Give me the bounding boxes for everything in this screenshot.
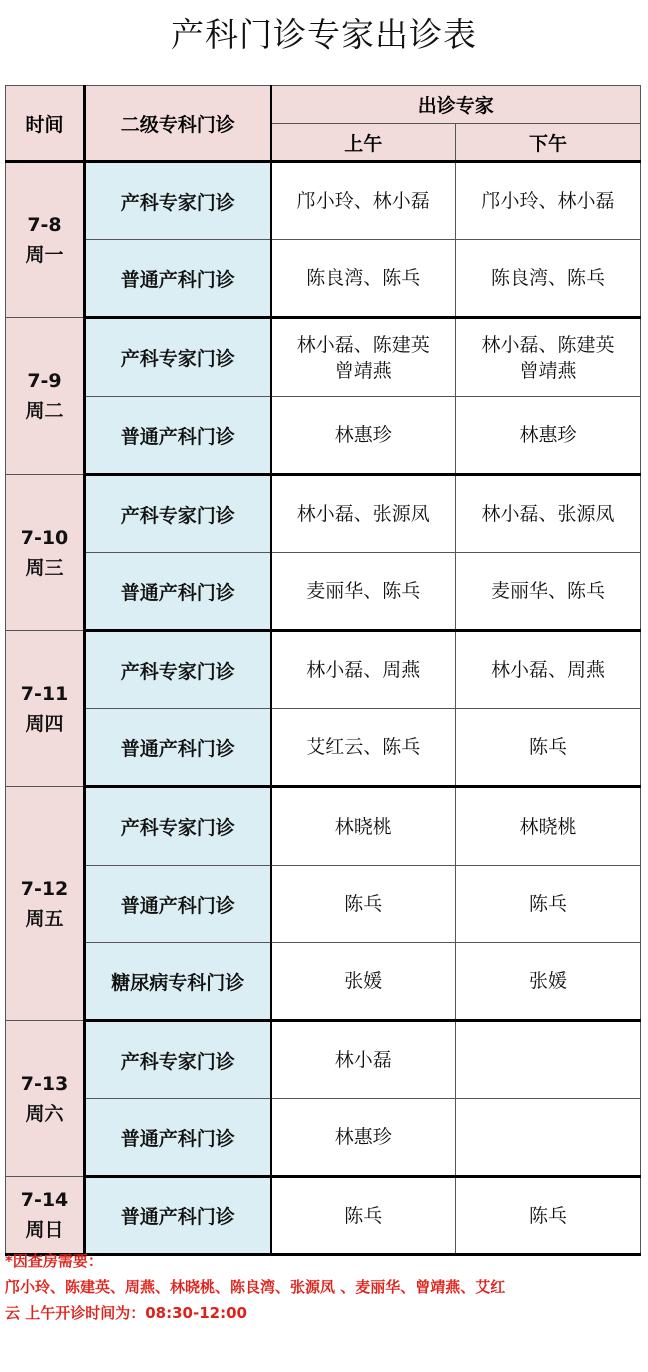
day-weekday: 周四: [25, 712, 64, 735]
department-cell: 普通产科门诊: [85, 1099, 271, 1177]
doctor-names: 林惠珍: [334, 424, 392, 446]
morning-doctors-cell: [271, 1177, 456, 1255]
day-date: 7-8: [27, 214, 62, 236]
day-date: 7-12: [20, 877, 69, 900]
doctor-names: 曾靖燕: [519, 359, 577, 382]
header-experts: 出诊专家: [271, 86, 641, 124]
department-cell: 产科专家门诊: [85, 1021, 271, 1099]
day-weekday: 周六: [25, 1102, 64, 1125]
day-cell: [6, 787, 85, 1021]
day-date: 7-10: [20, 526, 69, 549]
day-weekday: 周日: [25, 1219, 64, 1241]
doctor-names: 陈乓: [344, 893, 383, 915]
morning-doctors-cell: [271, 397, 456, 475]
day-weekday: 周三: [25, 556, 64, 579]
department-cell: 产科专家门诊: [85, 162, 271, 240]
day-weekday: 周五: [25, 907, 64, 930]
day-weekday: 周二: [25, 400, 64, 422]
doctor-names: 林小磊、张源凤: [481, 503, 615, 525]
table-row: [6, 1099, 641, 1177]
morning-doctors-cell: [271, 475, 456, 553]
afternoon-doctors-cell: [456, 1021, 641, 1099]
header-morning: 上午: [271, 124, 456, 162]
department-cell: 普通产科门诊: [85, 1177, 271, 1255]
doctor-names: 陈良湾、陈乓: [306, 267, 421, 289]
day-date: 7-11: [20, 682, 69, 705]
day-cell: [6, 318, 85, 475]
page-title: 产科门诊专家出诊表: [171, 15, 477, 54]
table-row: [6, 631, 641, 709]
afternoon-doctors-cell: [456, 709, 641, 787]
afternoon-doctors-cell: [456, 866, 641, 943]
notice-line: *因查房需要：: [5, 1252, 103, 1270]
header-time: 时间: [6, 86, 85, 162]
doctor-names: 艾红云、陈乓: [306, 736, 421, 758]
doctor-names: 林小磊、陈建英: [481, 333, 615, 356]
morning-doctors-cell: [271, 1021, 456, 1099]
afternoon-doctors-cell: [456, 397, 641, 475]
doctor-names: 曾靖燕: [334, 359, 392, 382]
doctor-names: 陈良湾、陈乓: [491, 267, 606, 289]
day-cell: [6, 631, 85, 787]
day-date: 7-9: [27, 370, 62, 392]
morning-doctors-cell: [271, 318, 456, 397]
day-date: 7-13: [20, 1072, 69, 1095]
table-row: [6, 553, 641, 631]
table-row: [6, 787, 641, 866]
morning-doctors-cell: [271, 866, 456, 943]
doctor-names: 张媛: [344, 970, 383, 992]
table-row: [6, 1177, 641, 1255]
doctor-names: 邝小玲、林小磊: [296, 190, 430, 212]
notice-line: 邝小玲、陈建英、周燕、林晓桃、陈良湾、张源凤 、麦丽华、曾靖燕、艾红: [5, 1278, 506, 1296]
notice: [5, 1248, 635, 1326]
afternoon-doctors-cell: [456, 631, 641, 709]
notice-line: 云 上午开诊时间为：08:30-12:00: [5, 1304, 247, 1322]
table-row: [6, 162, 641, 240]
department-cell: 普通产科门诊: [85, 397, 271, 475]
morning-doctors-cell: [271, 631, 456, 709]
day-cell: [6, 162, 85, 318]
doctor-names: 陈乓: [529, 1204, 568, 1227]
afternoon-doctors-cell: [456, 1177, 641, 1255]
table-row: [6, 318, 641, 397]
department-cell: 普通产科门诊: [85, 709, 271, 787]
day-weekday: 周一: [25, 244, 64, 266]
header-department: 二级专科门诊: [85, 86, 271, 162]
doctor-names: 麦丽华、陈乓: [306, 580, 421, 602]
department-cell: 糖尿病专科门诊: [85, 943, 271, 1021]
table-row: [6, 397, 641, 475]
day-cell: [6, 475, 85, 631]
department-cell: 普通产科门诊: [85, 553, 271, 631]
schedule-body: [6, 162, 641, 1255]
department-cell: 普通产科门诊: [85, 240, 271, 318]
afternoon-doctors-cell: [456, 240, 641, 318]
morning-doctors-cell: [271, 787, 456, 866]
day-date: 7-14: [20, 1189, 69, 1211]
doctor-names: 张媛: [529, 970, 568, 992]
doctor-names: 林小磊、陈建英: [296, 333, 430, 356]
header-afternoon: 下午: [456, 124, 641, 162]
morning-doctors-cell: [271, 1099, 456, 1177]
table-row: [6, 943, 641, 1021]
doctor-names: 林小磊、周燕: [306, 659, 421, 681]
table-row: [6, 709, 641, 787]
schedule-table: [5, 85, 641, 1256]
doctor-names: 林晓桃: [519, 815, 577, 838]
doctor-names: 陈乓: [529, 893, 568, 915]
department-cell: 产科专家门诊: [85, 475, 271, 553]
doctor-names: 陈乓: [344, 1204, 383, 1227]
table-row: [6, 475, 641, 553]
morning-doctors-cell: [271, 162, 456, 240]
doctor-names: 林惠珍: [334, 1126, 392, 1148]
afternoon-doctors-cell: [456, 475, 641, 553]
doctor-names: 陈乓: [529, 736, 568, 758]
afternoon-doctors-cell: [456, 1099, 641, 1177]
table-row: [6, 240, 641, 318]
department-cell: 普通产科门诊: [85, 866, 271, 943]
morning-doctors-cell: [271, 240, 456, 318]
department-cell: 产科专家门诊: [85, 631, 271, 709]
afternoon-doctors-cell: [456, 162, 641, 240]
table-row: [6, 1021, 641, 1099]
doctor-names: 林小磊、张源凤: [296, 503, 430, 525]
department-cell: 产科专家门诊: [85, 318, 271, 397]
afternoon-doctors-cell: [456, 787, 641, 866]
table-row: [6, 866, 641, 943]
morning-doctors-cell: [271, 553, 456, 631]
doctor-names: 林小磊: [334, 1049, 392, 1071]
day-cell: [6, 1021, 85, 1177]
afternoon-doctors-cell: [456, 943, 641, 1021]
doctor-names: 林晓桃: [334, 815, 392, 838]
day-cell: [6, 1177, 85, 1255]
morning-doctors-cell: [271, 709, 456, 787]
morning-doctors-cell: [271, 943, 456, 1021]
department-cell: 产科专家门诊: [85, 787, 271, 866]
afternoon-doctors-cell: [456, 318, 641, 397]
doctor-names: 林惠珍: [519, 424, 577, 446]
afternoon-doctors-cell: [456, 553, 641, 631]
doctor-names: 林小磊、周燕: [491, 659, 606, 681]
doctor-names: 邝小玲、林小磊: [481, 190, 615, 212]
doctor-names: 麦丽华、陈乓: [491, 580, 606, 602]
